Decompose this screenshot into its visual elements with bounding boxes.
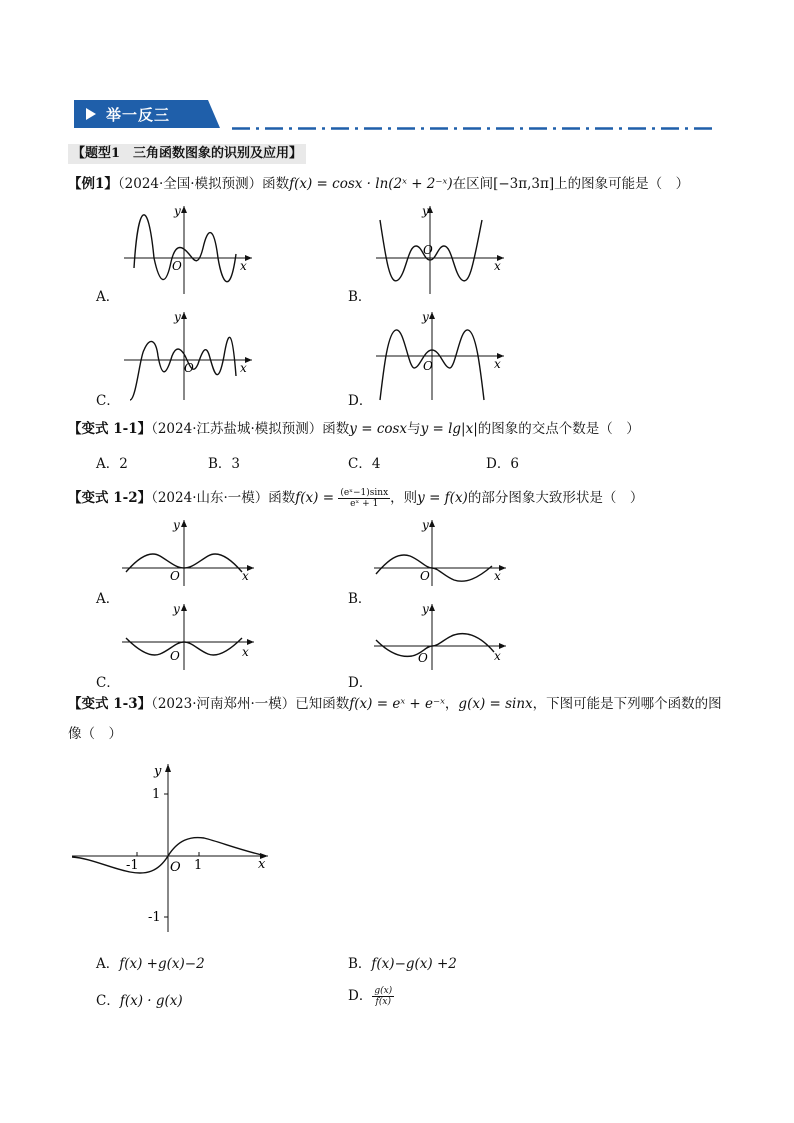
- variant13-choice-b[interactable]: B．f(x)−g(x) +2: [348, 956, 457, 972]
- variant12-fraction: $\frac{\text{(eˣ−1)sinx}}{\text{eˣ + 1}}$: [340, 488, 389, 509]
- variant12-option-a[interactable]: A．: [96, 591, 120, 607]
- svg-text:y: y: [422, 204, 429, 218]
- variant13-choice-c[interactable]: C．f(x) · g(x): [96, 993, 183, 1009]
- example1-option-a[interactable]: A．: [96, 289, 120, 305]
- example1-graph-d: [370, 306, 510, 402]
- variant13-stem: 【变式 1-3】（2023·河南郑州·一模）已知函数f(x) = eˣ + e⁻ˣ，g(x) = sinx，下图可能是下列哪个函数的图: [68, 696, 722, 712]
- variant12-graph-d: [368, 600, 512, 672]
- svg-text:O: O: [418, 651, 428, 665]
- variant13-choice-a[interactable]: A．f(x) +g(x)−2: [96, 956, 205, 972]
- variant11-choice-b[interactable]: B．3: [208, 456, 241, 472]
- svg-text:O: O: [170, 649, 180, 663]
- svg-text:-1: -1: [148, 910, 161, 925]
- variant11-choice-d[interactable]: D．6: [486, 456, 519, 472]
- svg-text:-1: -1: [126, 858, 139, 873]
- variant12-stem: 【变式 1-2】（2024·山东·一模）函数f(x) = $\frac{\text{(eˣ−1)sinx}}{\text{eˣ + 1}}$ ，则y = f(x)的部分图象大致形状是（ ）: [68, 488, 644, 509]
- variant13-stem-cont: 像（ ）: [68, 726, 122, 742]
- svg-text:y: y: [422, 310, 429, 324]
- banner-dash-line: [232, 127, 718, 130]
- variant13-choice-d[interactable]: D． $\frac{g(x)}{f(x)}$: [348, 986, 393, 1007]
- example1-option-d[interactable]: D．: [348, 393, 373, 409]
- svg-text:O: O: [184, 361, 194, 375]
- example1-stem: 【例1】（2024·全国·模拟预测）函数f(x) = cosx · ln(2ˣ + 2⁻ˣ)在区间[−3π,3π]上的图象可能是（ ）: [68, 176, 690, 192]
- variant12-graph-c: [116, 600, 260, 672]
- svg-text:x: x: [494, 357, 501, 371]
- example1-option-b[interactable]: B．: [348, 289, 372, 305]
- banner-title: 举一反三: [106, 106, 171, 124]
- variant12-graph-b: [368, 516, 512, 588]
- svg-text:O: O: [423, 359, 433, 373]
- example1-option-c[interactable]: C．: [96, 393, 120, 409]
- section-heading: 【题型1 三角函数图象的识别及应用】: [68, 144, 306, 164]
- svg-text:x: x: [494, 259, 501, 273]
- svg-text:y: y: [422, 518, 429, 532]
- example1-graph-c: [118, 306, 258, 402]
- svg-text:y: y: [154, 764, 162, 779]
- svg-text:O: O: [170, 860, 181, 875]
- variant11-choice-c[interactable]: C．4: [348, 456, 381, 472]
- svg-text:x: x: [240, 259, 247, 273]
- svg-text:y: y: [173, 602, 180, 616]
- svg-text:x: x: [242, 569, 249, 583]
- svg-text:O: O: [170, 569, 180, 583]
- variant13-graph: [70, 758, 276, 934]
- svg-text:O: O: [172, 259, 182, 273]
- variant12-graph-a: [116, 516, 260, 588]
- svg-text:y: y: [173, 518, 180, 532]
- svg-text:1: 1: [152, 787, 161, 802]
- svg-text:y: y: [174, 310, 181, 324]
- svg-text:y: y: [174, 204, 181, 218]
- svg-text:O: O: [420, 569, 430, 583]
- variant11-choice-a[interactable]: A．2: [96, 456, 128, 472]
- svg-text:1: 1: [194, 858, 203, 873]
- svg-text:y: y: [422, 602, 429, 616]
- variant13-choice-d-fraction: $\frac{g(x)}{f(x)}$: [374, 986, 393, 1007]
- variant12-option-d[interactable]: D．: [348, 675, 373, 691]
- svg-text:x: x: [242, 645, 249, 659]
- variant12-option-c[interactable]: C．: [96, 675, 120, 691]
- example1-graph-a: [118, 200, 258, 296]
- svg-text:x: x: [258, 857, 266, 872]
- svg-text:x: x: [494, 649, 501, 663]
- example1-graph-b: [370, 200, 510, 296]
- svg-text:O: O: [423, 243, 433, 257]
- variant11-stem: 【变式 1-1】（2024·江苏盐城·模拟预测）函数y = cosx与y = lg|x|的图象的交点个数是（ ）: [68, 421, 640, 437]
- svg-text:x: x: [494, 569, 501, 583]
- variant12-option-b[interactable]: B．: [348, 591, 372, 607]
- svg-text:x: x: [240, 361, 247, 375]
